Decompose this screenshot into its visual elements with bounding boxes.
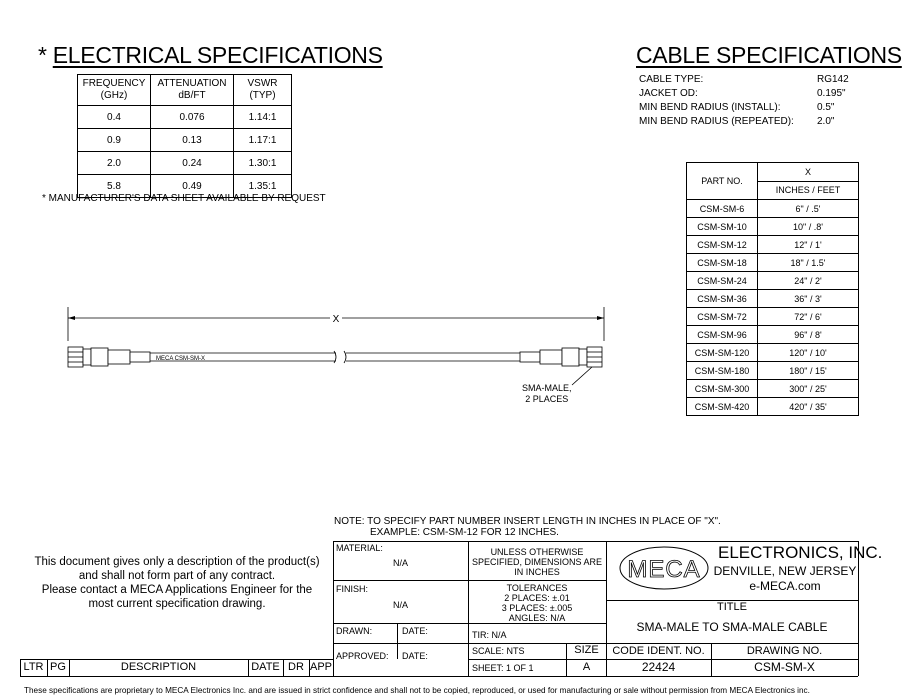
sheet-value: SHEET: 1 OF 1: [472, 663, 534, 673]
size-value: A: [582, 661, 591, 673]
code-ident-value: 22424: [641, 660, 676, 674]
table-row: CSM-SM-180 180" / 15': [687, 362, 859, 380]
electrical-specs-heading: ELECTRICAL SPECIFICATIONS: [52, 42, 383, 68]
table-row: CSM-SM-420 420" / 35': [687, 398, 859, 416]
approved-date-label: DATE:: [402, 651, 428, 661]
part-number-table: [686, 162, 859, 416]
header-x: X: [758, 163, 859, 182]
spec-row-jacket-od: JACKET OD: 0.195": [639, 88, 846, 99]
tir-value: TIR: N/A: [472, 630, 507, 640]
rev-date: DATE: [251, 661, 280, 673]
dimension-arrow-right: [597, 316, 604, 320]
electrical-specs-title: * ELECTRICAL SPECIFICATIONS: [38, 42, 383, 68]
code-ident-label: CODE IDENT. NO.: [612, 645, 705, 657]
cable-specs-title: CABLE SPECIFICATIONS: [636, 42, 902, 68]
material-value: N/A: [393, 558, 409, 568]
drawn-label: DRAWN:: [336, 626, 373, 636]
company-city: DENVILLE, NEW JERSEY: [713, 564, 857, 578]
cable-body: [150, 351, 520, 363]
table-row: CSM-SM-12 12" / 1': [687, 236, 859, 254]
cell-frequency: 0.4: [78, 106, 151, 129]
cell-attenuation: 0.076: [151, 106, 234, 129]
material-label: MATERIAL:: [336, 543, 383, 553]
cable-label: MECA CSM-SM-X: [156, 356, 206, 362]
finish-value: N/A: [393, 600, 409, 610]
connector-leader: [572, 367, 592, 385]
meca-logo: [618, 545, 710, 591]
cable-specs-list: [639, 73, 849, 129]
rev-description: DESCRIPTION: [120, 661, 197, 673]
disclaimer: This document gives only a description of the product(s) and shall not form part of any contract. Please contact a MECA Applications Engineer for the most current specification drawing.: [34, 556, 320, 610]
rev-pg: PG: [50, 661, 66, 673]
electrical-specs-table: [77, 74, 292, 198]
connector-callout: SMA-MALE, 2 PLACES: [522, 383, 572, 404]
table-row: CSM-SM-300 300" / 25': [687, 380, 859, 398]
dimension-arrow-left: [68, 316, 75, 320]
spec-row-bend-repeated: MIN BEND RADIUS (REPEATED): 2.0": [639, 116, 835, 127]
proprietary-footer: These specifications are proprietary to MECA Electronics Inc. and are issued in strict confidence and shall not to be copied, reproduced, or used for manufacturing or sale without permission from MECA Electronics inc.: [24, 686, 810, 695]
spec-row-cable-type: CABLE TYPE: RG142: [639, 74, 849, 85]
left-connector: [68, 347, 150, 367]
company-website: e-MECA.com: [749, 579, 821, 593]
table-row: CSM-SM-120 120" / 10': [687, 344, 859, 362]
finish-label: FINISH:: [336, 584, 369, 594]
approved-label: APPROVED:: [336, 651, 389, 661]
table-row: [78, 152, 292, 175]
header-frequency: FREQUENCY (GHz): [78, 75, 151, 106]
dimension-label: X: [332, 314, 340, 325]
drawn-date-label: DATE:: [402, 626, 428, 636]
cell-frequency: 5.8: [78, 175, 151, 198]
header-attenuation: ATTENUATION dB/FT: [151, 75, 234, 106]
logo-text: MECA: [627, 556, 701, 583]
drawing-no-label: DRAWING NO.: [746, 645, 823, 657]
cell-vswr: 1.17:1: [234, 129, 292, 152]
table-row: CSM-SM-96 96" / 8': [687, 326, 859, 344]
cell-attenuation: 0.49: [151, 175, 234, 198]
table-row: CSM-SM-18 18" / 1.5': [687, 254, 859, 272]
rev-app: APP: [309, 661, 332, 673]
length-note: NOTE: TO SPECIFY PART NUMBER INSERT LENGTH IN INCHES IN PLACE OF "X". EXAMPLE: CSM-SM-12 FOR 12 INCHES.: [334, 516, 721, 538]
table-row: CSM-SM-72 72" / 6': [687, 308, 859, 326]
tolerances-block: TOLERANCES 2 PLACES: ±.01 3 PLACES: ±.005 ANGLES: N/A: [501, 583, 573, 623]
dimension-units-note: UNLESS OTHERWISE SPECIFIED, DIMENSIONS ARE IN INCHES: [471, 547, 603, 577]
cell-vswr: 1.14:1: [234, 106, 292, 129]
scale-value: SCALE: NTS: [472, 646, 525, 656]
cell-vswr: 1.35:1: [234, 175, 292, 198]
rev-ltr: LTR: [23, 661, 44, 673]
company-name: ELECTRONICS, INC.: [718, 543, 883, 562]
header-part-no: PART NO.: [687, 163, 758, 200]
cell-frequency: 2.0: [78, 152, 151, 175]
drawing-no-value: CSM-SM-X: [754, 660, 815, 674]
title-label: TITLE: [717, 601, 747, 613]
table-row: CSM-SM-24 24" / 2': [687, 272, 859, 290]
cell-attenuation: 0.13: [151, 129, 234, 152]
spec-row-bend-install: MIN BEND RADIUS (INSTALL): 0.5": [639, 102, 835, 113]
table-row: CSM-SM-36 36" / 3': [687, 290, 859, 308]
table-row: [78, 106, 292, 129]
cell-attenuation: 0.24: [151, 152, 234, 175]
cell-frequency: 0.9: [78, 129, 151, 152]
size-label: SIZE: [574, 644, 599, 656]
rev-dr: DR: [288, 661, 304, 673]
cell-vswr: 1.30:1: [234, 152, 292, 175]
datasheet-footnote: * MANUFACTURER'S DATA SHEET AVAILABLE BY REQUEST: [42, 193, 326, 204]
drawing-title: SMA-MALE TO SMA-MALE CABLE: [636, 620, 828, 634]
right-connector: [520, 347, 602, 367]
header-vswr: VSWR (TYP): [234, 75, 292, 106]
header-inches-feet: INCHES / FEET: [758, 181, 859, 200]
table-row: [78, 129, 292, 152]
table-row: CSM-SM-6 6" / .5': [687, 200, 859, 218]
table-row: CSM-SM-10 10" / .8': [687, 218, 859, 236]
